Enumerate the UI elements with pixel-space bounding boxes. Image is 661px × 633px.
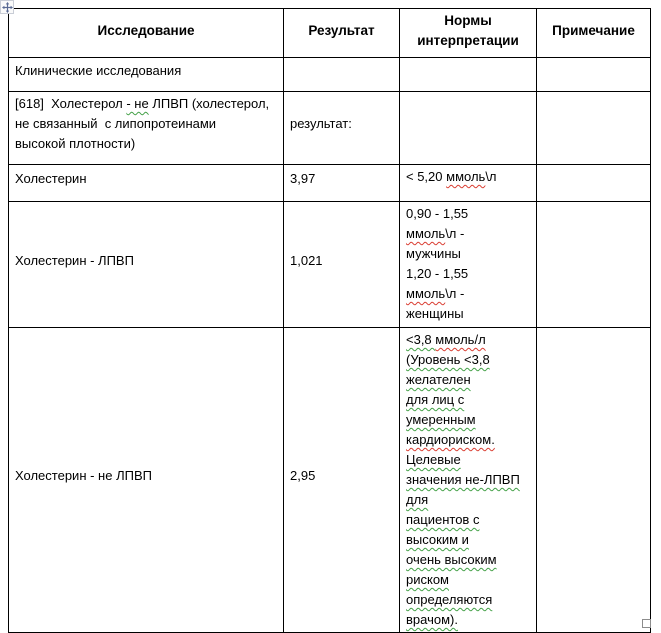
study-cell[interactable] (9, 165, 284, 202)
text-segment: \л - (445, 226, 465, 241)
text-segment: высокой плотности) (15, 136, 136, 151)
note-cell[interactable] (537, 328, 651, 633)
result-cell[interactable] (284, 92, 400, 165)
text-segment: [618] Холестерол (15, 96, 127, 111)
grammar-flagged-text: пациентов с (406, 512, 480, 527)
note-cell[interactable] (537, 58, 651, 92)
header-row (9, 9, 651, 58)
text-line (406, 470, 530, 490)
text-segment: 3,97 (290, 171, 316, 186)
grammar-flagged-text: умеренным (406, 412, 476, 427)
text-segment: Холестерин - ЛПВП (15, 252, 134, 268)
column-header-note[interactable]: Примечание (537, 9, 651, 58)
text-line (15, 114, 277, 134)
text-segment: < 5,20 (406, 169, 447, 184)
note-cell[interactable] (537, 92, 651, 165)
text-segment: 1,20 - 1,55 (406, 266, 469, 281)
text-line (406, 390, 530, 410)
text-line (406, 510, 530, 530)
text-line (406, 370, 530, 390)
text-line (406, 284, 530, 304)
text-segment: 2,95 (290, 468, 316, 483)
norms-cell[interactable] (400, 58, 537, 92)
text-line (15, 466, 277, 486)
table-row-section-header (9, 58, 651, 92)
table-row-test-618 (9, 92, 651, 165)
study-cell[interactable] (9, 58, 284, 92)
text-line (15, 61, 277, 81)
norms-cell[interactable] (400, 202, 537, 328)
table-move-handle-icon[interactable] (0, 0, 14, 14)
spellcheck-flagged-text: кардиориском. (406, 432, 495, 447)
text-line (406, 204, 530, 224)
text-segment: Клинические исследования (15, 62, 182, 78)
text-line (406, 590, 530, 610)
text-line (15, 134, 277, 154)
result-cell[interactable] (284, 328, 400, 633)
text-line (406, 304, 530, 324)
spellcheck-flagged-text: ммоль/л (435, 332, 486, 347)
text-line (406, 530, 530, 550)
column-header-result[interactable]: Результат (284, 9, 400, 58)
norms-cell[interactable] (400, 328, 537, 633)
table-resize-handle-icon[interactable] (642, 619, 651, 628)
column-header-interpretation-norms[interactable]: Нормы интерпретации (400, 9, 537, 58)
grammar-flagged-text: для (406, 492, 429, 507)
text-segment: Холестерин - не ЛПВП (15, 468, 152, 483)
text-line (406, 430, 530, 450)
table-row-hdl-cholesterol (9, 202, 651, 328)
text-line (290, 251, 393, 271)
text-line (406, 224, 530, 244)
grammar-flagged-text: риском (406, 572, 449, 587)
result-cell[interactable] (284, 202, 400, 328)
grammar-flagged-text: желателен (406, 372, 471, 387)
grammar-flagged-text: значения не-ЛПВП (406, 472, 520, 487)
text-segment: \л - (445, 286, 465, 301)
text-line (290, 114, 393, 134)
text-segment: ЛПВП (холестерол, (148, 96, 270, 111)
text-segment: не связанный с липопротеинами (15, 116, 217, 131)
text-line (406, 410, 530, 430)
norms-cell[interactable] (400, 92, 537, 165)
text-line (406, 350, 530, 370)
text-line (406, 167, 530, 187)
lab-results-table (8, 8, 651, 633)
norms-cell[interactable] (400, 165, 537, 202)
study-cell[interactable] (9, 328, 284, 633)
grammar-flagged-text: <3,8 (406, 332, 436, 347)
spellcheck-flagged-text: ммоль (406, 226, 446, 241)
grammar-flagged-text: для лиц с (406, 392, 465, 407)
result-cell[interactable] (284, 165, 400, 202)
text-line (290, 466, 393, 486)
text-line (406, 550, 530, 570)
text-line (15, 94, 277, 114)
grammar-flagged-text: - не (126, 96, 149, 111)
text-segment: 1,021 (290, 252, 323, 268)
text-segment: \л (485, 169, 497, 184)
study-cell[interactable] (9, 202, 284, 328)
text-segment: результат: (290, 116, 352, 131)
table-row-non-hdl-cholesterol (9, 328, 651, 633)
column-header-study[interactable]: Исследование (9, 9, 284, 58)
text-segment: 0,90 - 1,55 (406, 206, 469, 221)
spellcheck-flagged-text: ммоль (446, 169, 486, 184)
text-line (406, 570, 530, 590)
text-line (15, 169, 277, 189)
text-segment: женщины (406, 306, 464, 321)
grammar-flagged-text: врачом). (406, 612, 458, 627)
grammar-flagged-text: Целевые (406, 452, 461, 467)
text-line (290, 169, 393, 189)
table-row-cholesterol (9, 165, 651, 202)
text-line (406, 244, 530, 264)
note-cell[interactable] (537, 202, 651, 328)
grammar-flagged-text: определяются (406, 592, 493, 607)
study-cell[interactable] (9, 92, 284, 165)
text-line (406, 264, 530, 284)
text-segment: Холестерин (15, 171, 87, 186)
grammar-flagged-text: очень высоким (406, 552, 497, 567)
text-line (406, 450, 530, 470)
text-line (406, 490, 530, 510)
grammar-flagged-text: (Уровень <3,8 (406, 352, 490, 367)
text-line (15, 251, 277, 271)
grammar-flagged-text: высоким и (406, 532, 469, 547)
text-segment: мужчины (406, 246, 461, 261)
text-line (406, 610, 530, 630)
text-line (406, 330, 530, 350)
result-cell[interactable] (284, 58, 400, 92)
spellcheck-flagged-text: ммоль (406, 286, 446, 301)
four-way-arrow-icon (2, 2, 13, 13)
note-cell[interactable] (537, 165, 651, 202)
